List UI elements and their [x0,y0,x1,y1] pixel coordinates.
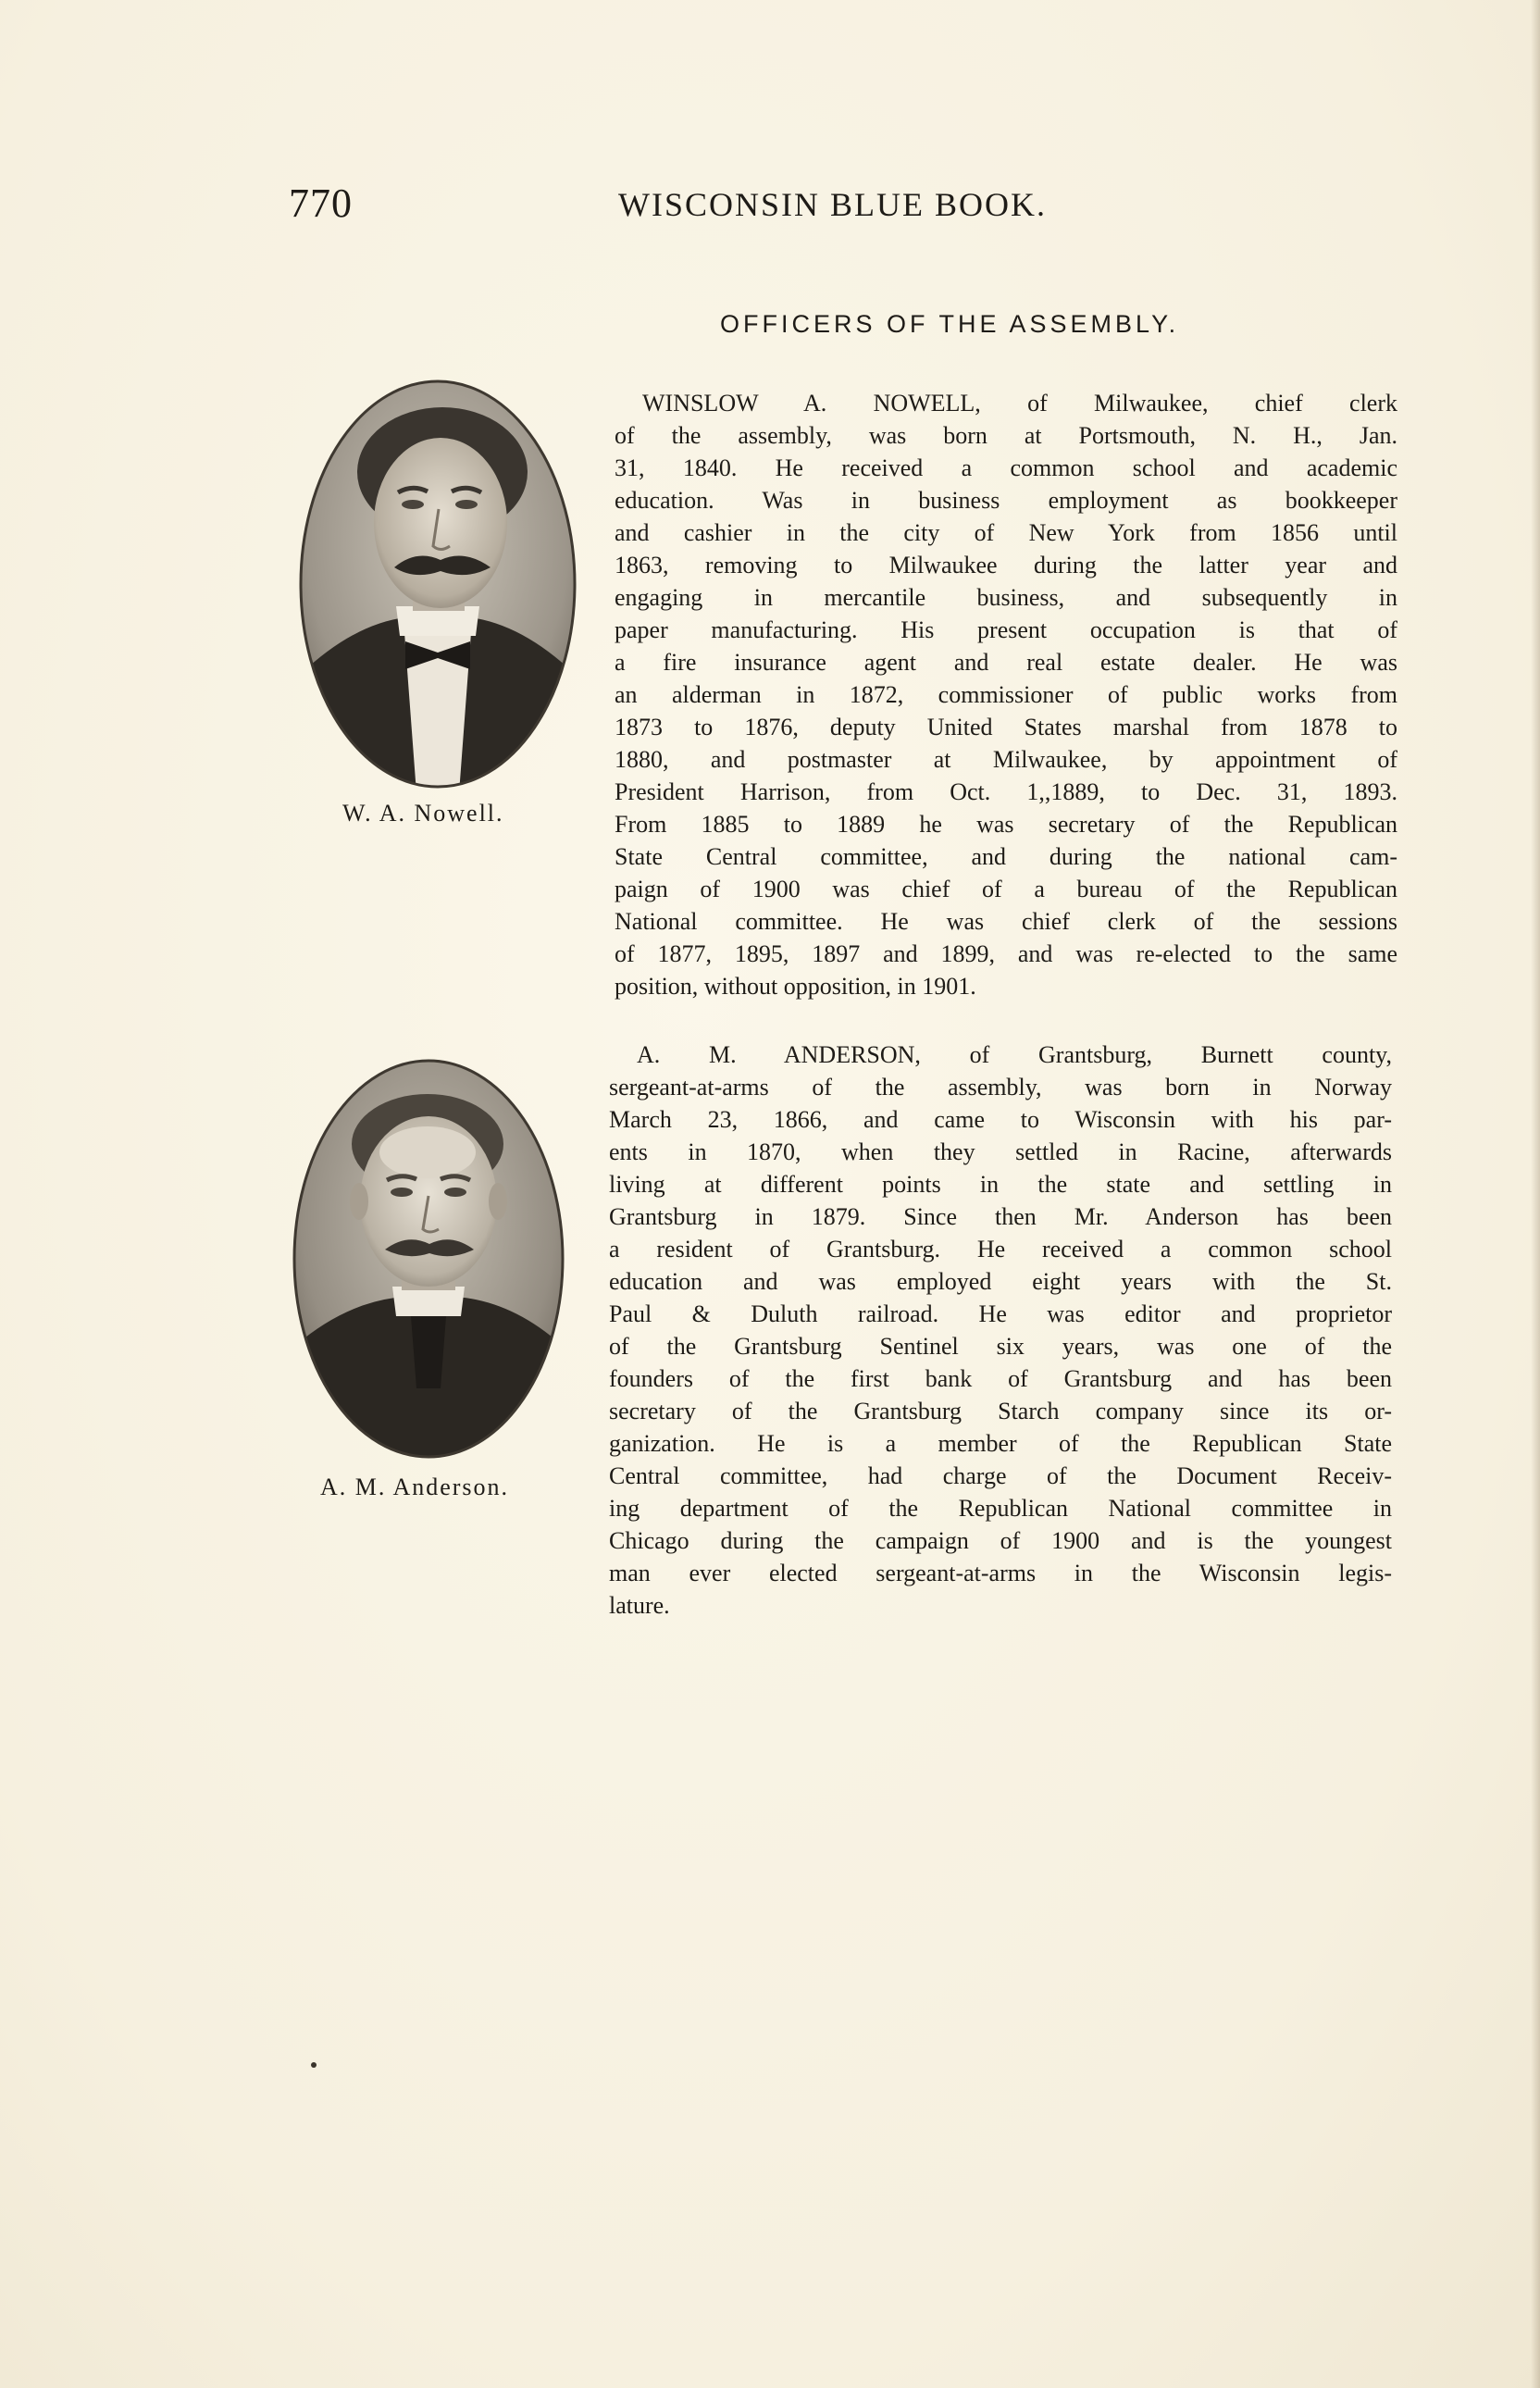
biography-line: ganization. He is a member of the Republican State [609,1430,1392,1457]
biography-line: ents in 1870, when they settled in Racine, afterwards [609,1138,1392,1165]
biography-line: Chicago during the campaign of 1900 and is the youngest [609,1527,1392,1554]
biography-line: position, without opposition, in 1901. [615,973,976,1000]
biography-line: founders of the first bank of Grantsburg and has been [609,1365,1392,1392]
biography-line: a fire insurance agent and real estate dealer. He was [615,649,1397,676]
section-heading: OFFICERS OF THE ASSEMBLY. [720,310,1180,338]
portrait-caption-anderson: A. M. Anderson. [320,1474,510,1500]
biography-line: ing department of the Republican National committee in [609,1495,1392,1522]
biography-line: of the Grantsburg Sentinel six years, was one of the [609,1333,1392,1360]
biography-line: paign of 1900 was chief of a bureau of the Republican [615,876,1397,902]
biography-line: education. Was in business employment as bookkeeper [615,487,1397,514]
biography-line: 1873 to 1876, deputy United States marshal from 1878 to [615,714,1397,740]
biography-line: paper manufacturing. His present occupation is that of [615,616,1397,643]
biography-line: lature. [609,1592,670,1619]
portrait-nowell [294,375,581,793]
biography-nowell [615,387,1397,1002]
portrait-nowell-image [294,375,581,793]
biography-line: 1863, removing to Milwaukee during the latter year and [615,552,1397,578]
biography-line: sergeant-at-arms of the assembly, was born in Norway [609,1074,1392,1101]
biography-line: 1880, and postmaster at Milwaukee, by appointment of [615,746,1397,773]
biography-line: education and was employed eight years with the St. [609,1268,1392,1295]
biography-line: and cashier in the city of New York from 1856 until [615,519,1397,546]
biography-line: a resident of Grantsburg. He received a common school [609,1236,1392,1262]
page-number: 770 [289,180,353,226]
portrait-anderson [289,1055,568,1462]
biography-line: WINSLOW A. NOWELL, of Milwaukee, chief clerk [642,390,1397,417]
print-speck [311,2062,317,2068]
page-header [0,176,1540,231]
biography-line: National committee. He was chief clerk of the sessions [615,908,1397,935]
biography-line: March 23, 1866, and came to Wisconsin with his par- [609,1106,1392,1133]
biography-line: 31, 1840. He received a common school and academic [615,454,1397,481]
biography-line: secretary of the Grantsburg Starch company since its or- [609,1398,1392,1424]
biography-anderson [609,1039,1392,1622]
biography-line: of the assembly, was born at Portsmouth, N. H., Jan. [615,422,1397,449]
biography-line: an alderman in 1872, commissioner of public works from [615,681,1397,708]
running-title: WISCONSIN BLUE BOOK. [618,186,1047,223]
biography-line: living at different points in the state and settling in [609,1171,1392,1198]
biography-line: Central committee, had charge of the Document Receiv- [609,1462,1392,1489]
biography-line: man ever elected sergeant-at-arms in the Wisconsin legis- [609,1560,1392,1586]
biography-line: engaging in mercantile business, and subsequently in [615,584,1397,611]
portrait-caption-nowell: W. A. Nowell. [342,800,504,827]
page-edge-shadow [1531,0,1540,2388]
biography-line: State Central committee, and during the national cam- [615,843,1397,870]
biography-line: Grantsburg in 1879. Since then Mr. Anderson has been [609,1203,1392,1230]
biography-line: A. M. ANDERSON, of Grantsburg, Burnett county, [637,1041,1392,1068]
biography-line: Paul & Duluth railroad. He was editor and proprietor [609,1300,1392,1327]
portrait-anderson-image [289,1055,568,1462]
biography-line: of 1877, 1895, 1897 and 1899, and was re-elected to the same [615,940,1397,967]
biography-line: From 1885 to 1889 he was secretary of the Republican [615,811,1397,838]
biography-line: President Harrison, from Oct. 1,,1889, to Dec. 31, 1893. [615,778,1397,805]
